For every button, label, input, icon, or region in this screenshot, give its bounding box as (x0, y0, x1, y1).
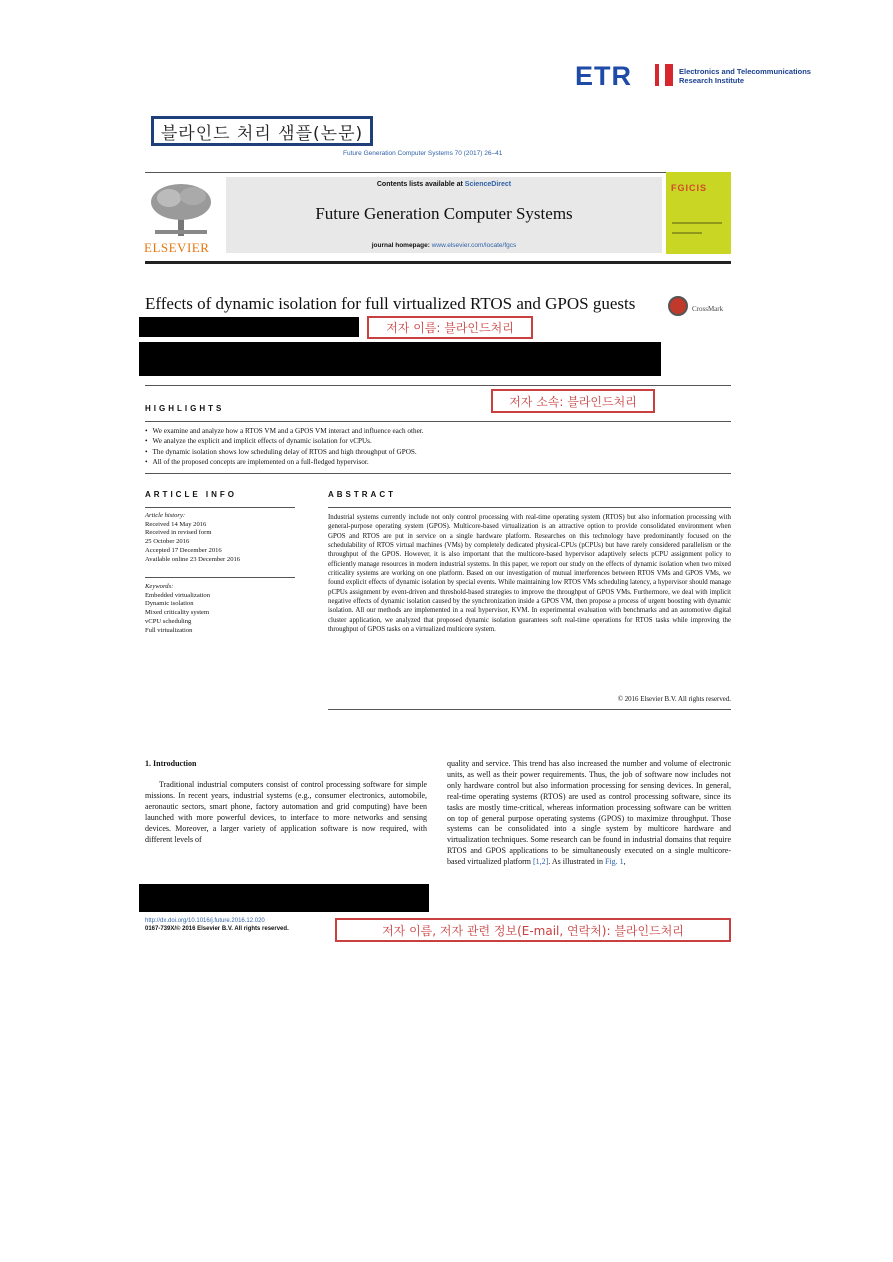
highlights-rule (145, 421, 731, 422)
history-entry: 25 October 2016 (145, 538, 190, 546)
keyword: vCPU scheduling (145, 617, 192, 625)
cover-line (672, 232, 702, 234)
redacted-author-info (139, 884, 429, 912)
etri-logo-mark (575, 62, 675, 88)
sciencedirect-link[interactable]: ScienceDirect (464, 181, 512, 188)
abstract-body: Industrial systems currently include not only control processing with real-time operating system (RTOS) but also information processing with general-purpose operating system (GPOS). Multicore-based virtualization is an attractive option to provide consolidated environment when GPOS and RTOS are put in service on a single hardware platform. Researches on this technology have predominantly focused on the schedulability of RTOS virtual machines (VMs) by completely dedicated physical-CPUs (pCPUs) but have rarely considered parallelism or the throughput of the GPOS. However, it is also important that the multicore-based hypervisor adaptively selects pCPU assignment policy to efficiently manage resources in modern industrial systems. In this paper, we report our study on the effects of dynamic isolation when two mixed criticality systems are working on one platform. Based on our investigation of mutual interferences between RTOS VMs and GPOS VMs, we found explicit effects of dynamic isolation by special events. While maintaining low RTOS VMs scheduling latency, a hypervisor should manage pCPUs assignment by event-driven and threshold-based strategies to improve the throughput of GPOS VMs. Furthermore, we deal with implicit negative effects of dynamic isolation caused by the synchronization inside a GPOS VM, then propose a process of urgent boosting with dynamic isolation. All our methods are implemented in a real hypervisor, KVM. In experimental evaluation with benchmarks and an automotive digital cluster application, we analyzed that proposed dynamic isolation guarantees soft real-time operations for RTOS tasks while improving the throughput of GPOS tasks on a virtualized multicore system. (328, 514, 731, 634)
elsevier-tree-icon (147, 180, 215, 238)
article-info-rule (145, 507, 295, 508)
journal-homepage (226, 242, 662, 249)
history-entry: Available online 23 December 2016 (145, 555, 241, 563)
issn-line: 0167-739X/© 2016 Elsevier B.V. All rights reserved. (145, 926, 289, 932)
svg-text:ETR: ETR (575, 62, 632, 88)
keyword: Mixed criticality system (145, 609, 210, 617)
homepage-link[interactable]: www.elsevier.com/locate/fgcs (431, 242, 517, 249)
affiliation-annotation: 저자 소속: 블라인드처리 (491, 389, 655, 413)
highlight-item: • We analyze the explicit and implicit effects of dynamic isolation for vCPUs. (145, 436, 731, 446)
intro-right-end: , (623, 857, 626, 867)
redacted-author-names (139, 317, 359, 337)
redacted-affiliations (139, 342, 661, 376)
journal-reference[interactable]: Future Generation Computer Systems 70 (2017) 26–41 (343, 150, 503, 157)
etri-tagline-line-1: Electronics and Telecommunications (679, 67, 811, 76)
intro-right-text: quality and service. This trend has also increased the number and volume of electronic units, as well as their power requirements. Thus, the job of software now includes not only hardware control but also information processing for sensing devices. In general, real-time operating systems (RTOS) are used as control processing software, since its tasks are mostly time-critical, whereas information processing software can be written on top of general purpose operating systems (GPOS) to maximize throughput. Those systems can be consolidated into a single system by multicore hardware and virtualization techniques. Some research can be found in industrial domains that require RTOS and GPOS applications to be simultaneously executed on a single multicore-based virtualized platform (447, 759, 731, 867)
highlight-item: • We examine and analyze how a RTOS VM and a GPOS VM interact and influence each other. (145, 426, 731, 436)
doi-link[interactable]: http://dx.doi.org/10.1016/j.future.2016.12.020 (145, 918, 265, 924)
keyword: Dynamic isolation (145, 600, 194, 608)
article-history (145, 512, 295, 564)
keyword: Embedded virtualization (145, 591, 211, 599)
etri-tagline (679, 67, 819, 85)
intro-left-column: Traditional industrial computers consist of control processing software for simple missions. In recent years, industrial systems (e.g., consumer electronics, automobile, aeronautic sectors, smart phone, factory automation and grid computing) have been launched with more powerful devices, to interface to more networks and sensing devices. Moreover, a larger variety of application software is now required, with different levels of (145, 780, 427, 844)
introduction-heading: 1. Introduction (145, 759, 197, 768)
abstract-rule (328, 507, 731, 508)
abstract-bottom-rule (328, 709, 731, 710)
abstract-copyright: © 2016 Elsevier B.V. All rights reserved. (617, 696, 731, 703)
elsevier-wordmark: ELSEVIER (144, 240, 210, 255)
highlights-list (145, 426, 731, 467)
contents-prefix: Contents lists available at (376, 181, 465, 188)
history-entry: Accepted 17 December 2016 (145, 546, 222, 554)
contents-line (226, 181, 662, 188)
header-top-rule (145, 172, 731, 173)
intro-right-tail: . As illustrated in (548, 857, 605, 867)
crossmark-label[interactable]: CrossMark (692, 305, 724, 313)
abstract-heading: ABSTRACT (328, 490, 396, 499)
highlights-bottom-rule (145, 473, 731, 474)
etri-tagline-line-2: Research Institute (679, 76, 745, 85)
highlight-item: • The dynamic isolation shows low scheduling delay of RTOS and high throughput of GPOS. (145, 447, 731, 457)
journal-cover-text: FGICIS (671, 183, 708, 193)
cover-line (672, 222, 722, 224)
crossmark-icon[interactable] (668, 296, 688, 316)
etri-logo (575, 62, 810, 92)
keywords-rule (145, 577, 295, 578)
keywords (145, 583, 295, 635)
highlight-item: • All of the proposed concepts are implemented on a full-fledged hypervisor. (145, 457, 731, 467)
journal-title: Future Generation Computer Systems (315, 204, 573, 223)
figure-link[interactable]: Fig. 1 (604, 857, 624, 867)
article-info-heading: ARTICLE INFO (145, 490, 237, 499)
highlights-heading: HIGHLIGHTS (145, 404, 225, 413)
keywords-label: Keywords: (145, 583, 174, 590)
history-label: Article history: (145, 512, 186, 519)
title-rule (145, 385, 731, 386)
intro-right-column (447, 759, 731, 868)
history-entry: Received 14 May 2016 (145, 520, 207, 528)
author-info-annotation: 저자 이름, 저자 관련 정보(E-mail, 연락처): 블라인드처리 (335, 918, 731, 942)
header-bottom-rule (145, 261, 731, 264)
blind-sample-label: 블라인드 처리 샘플(논문) (151, 116, 373, 146)
paper-title: Effects of dynamic isolation for full virtualized RTOS and GPOS guests (145, 294, 636, 313)
history-entry: Received in revised form (145, 529, 212, 537)
author-name-annotation: 저자 이름: 블라인드처리 (367, 316, 533, 339)
keyword: Full virtualization (145, 626, 193, 634)
citation-link[interactable]: [1,2] (532, 857, 549, 867)
homepage-prefix: journal homepage: (371, 242, 432, 249)
